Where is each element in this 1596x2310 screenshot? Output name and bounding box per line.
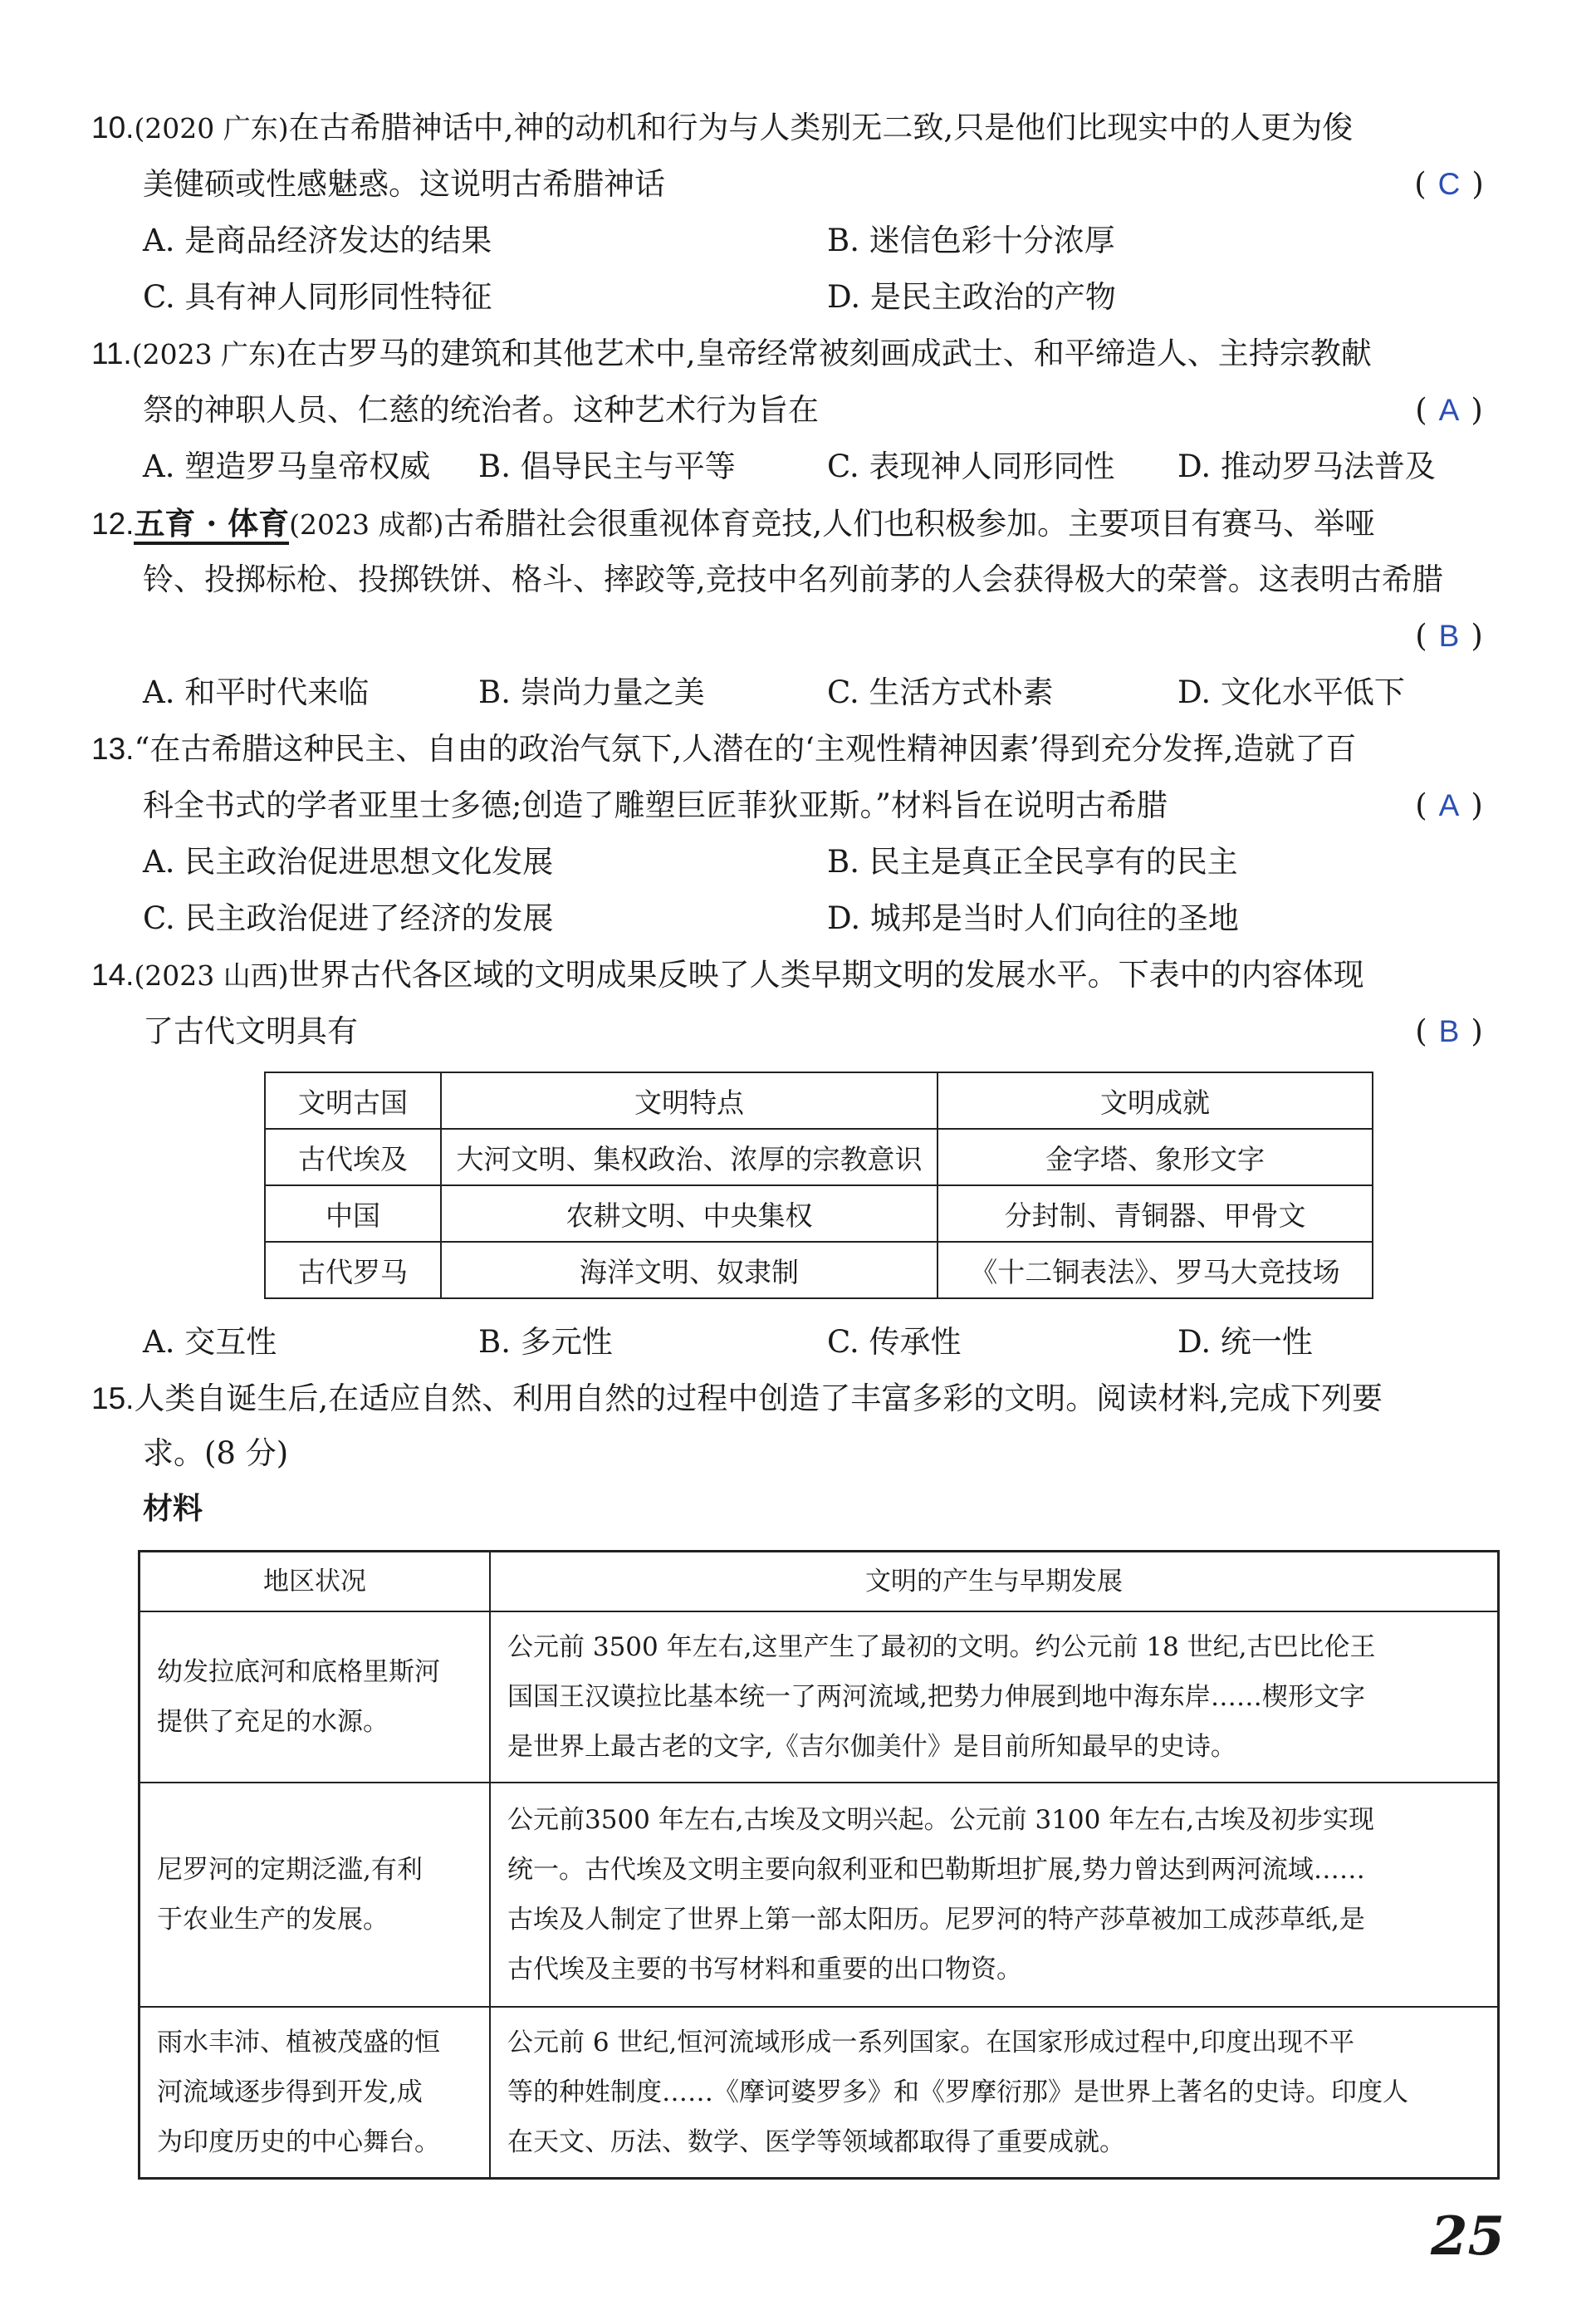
cell-line: 国国王汉谟拉比基本统一了两河流域,把势力伸展到地中海东岸……楔形文字 (507, 1682, 1365, 1712)
option-c: C. 传承性 (827, 1324, 962, 1360)
option-c: C. 民主政治促进了经济的发展 (143, 900, 554, 936)
cell-line: 古埃及人制定了世界上第一部太阳历。尼罗河的特产莎草被加工成莎草纸,是 (507, 1905, 1365, 1935)
question-source: (2023 广东) (131, 338, 286, 370)
cell-line: 河流域逐步得到开发,成 (157, 2077, 423, 2107)
question-15-line-1 (91, 1377, 1503, 1420)
question-11-line-1 (91, 332, 1503, 376)
table-cell: 金字塔、象形文字 (938, 1129, 1373, 1185)
cell-line: 公元前 6 世纪,恒河流域形成一系列国家。在国家形成过程中,印度出现不平 (507, 2027, 1355, 2057)
table-row (140, 2007, 1499, 2178)
question-text: “在古希腊这种民主、自由的政治气氛下,人潜在的‘主观性精神因素’得到充分发挥,造就了百 (134, 731, 1357, 767)
table-cell: 海洋文明、奴隶制 (441, 1242, 938, 1298)
option-a: A. 交互性 (143, 1324, 277, 1360)
question-text: 在古希腊神话中,神的动机和行为与人类别无二致,只是他们比现实中的人更为俊 (288, 110, 1354, 145)
table-row (140, 1783, 1499, 2007)
table-row (265, 1185, 1373, 1242)
question-text: 求。(8 分) (143, 1435, 289, 1471)
page-number: 25 (1430, 2205, 1505, 2268)
cell-line: 统一。古代埃及文明主要向叙利亚和巴勒斯坦扩展,势力曾达到两河流域…… (507, 1855, 1365, 1885)
cell-line: 古代埃及主要的书写材料和重要的出口物资。 (507, 1954, 1022, 1984)
option-c: C. 具有神人同形同性特征 (143, 279, 492, 315)
cell-line: 提供了充足的水源。 (157, 1707, 389, 1737)
table-header: 文明古国 (265, 1072, 441, 1129)
question-source: (2023 成都) (289, 508, 444, 541)
table-header-row (140, 1552, 1499, 1612)
region-cell (140, 2007, 491, 2178)
cell-line: 为印度历史的中心舞台。 (157, 2126, 440, 2157)
table-cell: 大河文明、集权政治、浓厚的宗教意识 (441, 1129, 938, 1185)
question-text: 美健硕或性感魅惑。这说明古希腊神话 (143, 166, 665, 202)
table-header: 文明成就 (938, 1072, 1373, 1129)
civilization-table (264, 1072, 1373, 1299)
table-header-row (265, 1072, 1373, 1129)
question-15-line-2 (143, 1432, 1554, 1475)
cell-line: 尼罗河的定期泛滥,有利 (157, 1855, 423, 1885)
option-b: B. 民主是真正全民享有的民主 (827, 844, 1238, 880)
cell-line: 是世界上最古老的文字,《吉尔伽美什》是目前所知最早的史诗。 (507, 1732, 1236, 1762)
question-text: 铃、投掷标枪、投掷铁饼、格斗、摔跤等,竞技中名列前茅的人会获得极大的荣誉。这表明古希腊 (143, 562, 1443, 597)
question-12-line-1 (91, 502, 1503, 547)
option-b: B. 崇尚力量之美 (478, 674, 705, 710)
question-text: 科全书式的学者亚里士多德;创造了雕塑巨匠菲狄亚斯。”材料旨在说明古希腊 (143, 787, 1168, 823)
table-header: 文明的产生与早期发展 (490, 1552, 1499, 1612)
question-text: 在古罗马的建筑和其他艺术中,皇帝经常被刻画成武士、和平缔造人、主持宗教献 (286, 336, 1372, 371)
table-cell: 古代埃及 (265, 1129, 441, 1185)
question-13-line-1 (91, 728, 1503, 771)
region-cell (140, 1783, 491, 2007)
option-c: C. 表现神人同形同性 (827, 449, 1115, 484)
option-d: D. 是民主政治的产物 (827, 279, 1116, 315)
question-10-line-1 (91, 106, 1503, 150)
cell-line: 等的种姓制度……《摩诃婆罗多》和《罗摩衍那》是世界上著名的史诗。印度人 (507, 2077, 1408, 2107)
table-cell: 《十二铜表法》、罗马大竞技场 (938, 1242, 1373, 1298)
cell-line: 于农业生产的发展。 (157, 1905, 389, 1935)
table-row (265, 1242, 1373, 1298)
material-title: 材料 (143, 1491, 203, 1526)
table-cell: 分封制、青铜器、甲骨文 (938, 1185, 1373, 1242)
option-d: D. 城邦是当时人们向往的圣地 (827, 900, 1239, 936)
answer-bracket: ( A ) (1415, 392, 1483, 428)
question-number: 11. (91, 336, 132, 370)
answer-letter: A (1438, 393, 1460, 427)
question-source: (2023 山西) (134, 959, 289, 992)
option-d: D. 统一性 (1177, 1324, 1313, 1360)
question-text: 祭的神职人员、仁慈的统治者。这种艺术行为旨在 (143, 392, 819, 428)
option-d: D. 推动罗马法普及 (1177, 449, 1436, 484)
question-number: 12. (91, 507, 135, 541)
material-table (138, 1550, 1500, 2180)
option-a: A. 民主政治促进思想文化发展 (143, 844, 554, 880)
question-text: 人类自诞生后,在适应自然、利用自然的过程中创造了丰富多彩的文明。阅读材料,完成下列要 (134, 1381, 1383, 1416)
question-13-line-2 (143, 784, 1554, 827)
cell-line: 在天文、历法、数学、医学等领域都取得了重要成就。 (507, 2126, 1125, 2157)
answer-letter: B (1438, 1014, 1460, 1048)
option-d: D. 文化水平低下 (1177, 674, 1405, 710)
option-b: B. 迷信色彩十分浓厚 (827, 223, 1115, 258)
description-cell (490, 1783, 1499, 2007)
question-source: (2020 广东) (134, 112, 289, 145)
table-cell: 中国 (265, 1185, 441, 1242)
answer-letter: A (1438, 788, 1460, 822)
question-number: 10. (91, 110, 135, 145)
option-b: B. 倡导民主与平等 (478, 449, 736, 484)
option-a: A. 是商品经济发达的结果 (143, 223, 492, 258)
question-text: 古希腊社会很重视体育竞技,人们也积极参加。主要项目有赛马、举哑 (443, 506, 1376, 542)
answer-bracket: ( C ) (1414, 166, 1484, 202)
option-c: C. 生活方式朴素 (827, 674, 1054, 710)
description-cell (490, 1611, 1499, 1783)
cell-line: 公元前 3500 年左右,这里产生了最初的文明。约公元前 18 世纪,古巴比伦王 (507, 1632, 1376, 1662)
table-cell: 农耕文明、中央集权 (441, 1185, 938, 1242)
question-14-line-1 (91, 954, 1503, 998)
table-cell: 古代罗马 (265, 1242, 441, 1298)
region-cell (140, 1611, 491, 1783)
table-header: 地区状况 (140, 1552, 491, 1612)
question-10-line-2 (143, 163, 1554, 206)
question-14-line-2 (143, 1010, 1554, 1053)
option-a: A. 塑造罗马皇帝权威 (143, 449, 431, 484)
table-row (265, 1129, 1373, 1185)
answer-bracket: ( A ) (1415, 787, 1483, 823)
description-cell (490, 2007, 1499, 2178)
option-b: B. 多元性 (478, 1324, 613, 1360)
answer-letter: B (1438, 619, 1460, 653)
five-education-tag: 五育 · 体育 (134, 505, 289, 545)
question-text: 世界古代各区域的文明成果反映了人类早期文明的发展水平。下表中的内容体现 (288, 957, 1364, 993)
answer-letter: C (1437, 167, 1461, 201)
question-text: 了古代文明具有 (143, 1013, 358, 1049)
option-a: A. 和平时代来临 (143, 674, 370, 710)
question-number: 13. (91, 732, 135, 766)
question-11-line-2 (143, 389, 1554, 432)
question-number: 15. (91, 1381, 135, 1415)
question-12-line-2 (143, 558, 1554, 601)
table-row (140, 1611, 1499, 1783)
cell-line: 公元前3500 年左右,古埃及文明兴起。公元前 3100 年左右,古埃及初步实现 (507, 1805, 1375, 1835)
question-number: 14. (91, 958, 135, 992)
answer-bracket: ( B ) (1415, 618, 1483, 654)
cell-line: 幼发拉底河和底格里斯河 (157, 1657, 440, 1687)
table-header: 文明特点 (441, 1072, 938, 1129)
cell-line: 雨水丰沛、植被茂盛的恒 (157, 2027, 440, 2057)
answer-bracket: ( B ) (1415, 1013, 1483, 1049)
